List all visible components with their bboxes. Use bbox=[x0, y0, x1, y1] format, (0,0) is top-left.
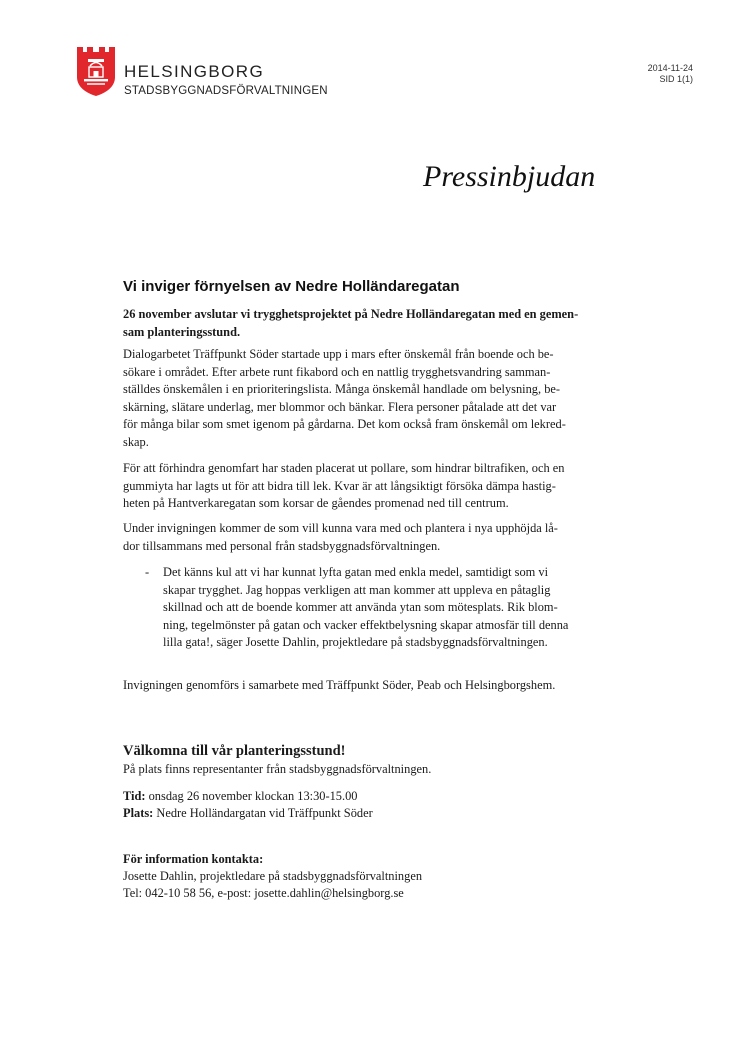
invitation-title: Välkomna till vår planteringsstund! bbox=[123, 743, 346, 759]
helsingborg-crest-logo-icon bbox=[75, 45, 117, 97]
quote-line: skapar trygghet. Jag hoppas verkligen att man kommer att uppleva en påtaglig bbox=[163, 582, 551, 597]
paragraph-line: heten på Hantverkaregatan som korsar de gåendes promenad ned till centrum. bbox=[123, 496, 509, 511]
paragraph-line: dor tillsammans med personal från stadsbyggnadsförvaltningen. bbox=[123, 538, 441, 553]
event-place bbox=[123, 805, 373, 823]
document-type-title: Pressinbjudan bbox=[423, 160, 596, 193]
paragraph-line: skap. bbox=[123, 434, 149, 449]
org-name: HELSINGBORG bbox=[124, 62, 265, 81]
paragraph-line: skärning, slätare underlag, mer blommor och bänkar. Flera personer påtalade att det var bbox=[123, 399, 557, 414]
paragraph-line: För att förhindra genomfart har staden placerat ut pollare, som hindrar biltrafiken, och en bbox=[123, 461, 565, 475]
body-paragraph-2 bbox=[123, 460, 633, 513]
quote-bullet-dash: - bbox=[145, 565, 150, 579]
quote-line: Det känns kul att vi har kunnat lyfta gatan med enkla medel, samtidigt som vi bbox=[163, 565, 549, 579]
place-value: Nedre Holländargatan vid Träffpunkt Söder bbox=[153, 806, 373, 820]
paragraph-line: Under invigningen kommer de som vill kunna vara med och plantera i nya upphöjda lå- bbox=[123, 521, 558, 535]
contact-heading: För information kontakta: bbox=[123, 852, 264, 866]
paragraph-line: gummiyta har lagts ut för att bidra till lek. Kvar är att långsiktigt försöka dämpa hastig- bbox=[123, 478, 556, 493]
quote-line: ning, tegelmönster på gatan och vacker effektbelysning skapar atmosfär till denna bbox=[163, 617, 569, 632]
lead-line: sam planteringsstund. bbox=[123, 324, 241, 339]
contact-name: Josette Dahlin, projektledare på stadsbyggnadsförvaltningen bbox=[123, 869, 423, 883]
place-label: Plats: bbox=[123, 806, 154, 820]
body-paragraph-1 bbox=[123, 346, 633, 452]
quote-line: lilla gata!, säger Josette Dahlin, projektledare på stadsbyggnadsförvaltningen. bbox=[163, 635, 548, 650]
quote-line: skillnad och att de boende kommer att använda ytan som mötesplats. Rik blom- bbox=[163, 600, 558, 615]
page-indicator: SID 1(1) bbox=[659, 74, 693, 84]
paragraph-line: för många bilar som smet igenom på gårdarna. Det kom också fram önskemål om lekred- bbox=[123, 417, 566, 432]
department-name: STADSBYGGNADSFÖRVALTNINGEN bbox=[124, 85, 328, 97]
time-label: Tid: bbox=[123, 789, 146, 803]
time-value: onsdag 26 november klockan 13:30-15.00 bbox=[145, 789, 358, 803]
invitation-subtitle: På plats finns representanter från stadsbyggnadsförvaltningen. bbox=[123, 762, 432, 776]
lead-line: 26 november avslutar vi trygghetsprojektet på Nedre Holländaregatan med en gemen- bbox=[123, 307, 579, 321]
lead-paragraph bbox=[123, 306, 633, 341]
press-headline: Vi inviger förnyelsen av Nedre Holländaregatan bbox=[123, 278, 460, 295]
body-paragraph-3 bbox=[123, 520, 633, 555]
paragraph-line: sökare i området. Efter arbete runt fikabord och en nattlig trygghetsvandring samman- bbox=[123, 364, 551, 379]
quote-block bbox=[163, 564, 643, 652]
document-date: 2014-11-24 bbox=[647, 63, 693, 73]
closing-paragraph: Invigningen genomförs i samarbete med Träffpunkt Söder, Peab och Helsingborgshem. bbox=[123, 678, 556, 692]
paragraph-line: ställdes önskemålen i en prioriteringslista. Många önskemål handlade om belysning, be- bbox=[123, 382, 561, 397]
contact-details: Tel: 042-10 58 56, e-post: josette.dahlin@helsingborg.se bbox=[123, 886, 404, 900]
paragraph-line: Dialogarbetet Träffpunkt Söder startade upp i mars efter önskemål från boende och be- bbox=[123, 347, 554, 361]
event-time bbox=[123, 788, 358, 806]
